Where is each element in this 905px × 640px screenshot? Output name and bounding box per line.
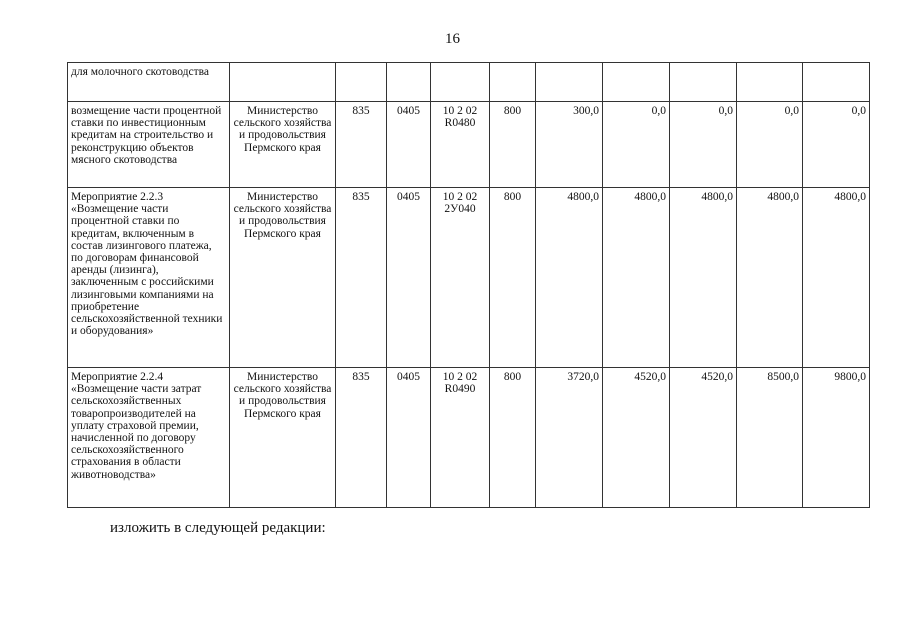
measure-name-cell: Мероприятие 2.2.3 «Возмещение части процентной ставки по кредитам, включенным в состав лизингового платежа, по договорам финансовой аренды (лизинга), заключенным с российскими лизинговыми компаниями на приобретение сельскохозяйственной техники и оборудования» <box>68 188 230 368</box>
table-row <box>68 368 870 508</box>
amount-cell-3: 0,0 <box>670 102 737 188</box>
section-code-cell: 0405 <box>387 188 431 368</box>
executor-cell: Министерство сельского хозяйства и продовольствия Пермского края <box>230 368 336 508</box>
target-code-cell: 10 2 02 R0490 <box>431 368 490 508</box>
amount-cell-2: 4800,0 <box>603 188 670 368</box>
executor-cell <box>230 63 336 102</box>
table-row <box>68 102 870 188</box>
measure-name-cell: Мероприятие 2.2.4 «Возмещение части затрат сельскохозяйственных товаропроизводителей на уплату страховой премии, начисленной по договору сельскохозяйственного страхования в области животноводства» <box>68 368 230 508</box>
table-row <box>68 188 870 368</box>
expense-type-cell: 800 <box>490 368 536 508</box>
expense-type-cell: 800 <box>490 188 536 368</box>
expense-type-cell <box>490 63 536 102</box>
amount-cell-5: 0,0 <box>803 102 870 188</box>
amount-cell-2: 4520,0 <box>603 368 670 508</box>
amount-cell-1: 4800,0 <box>536 188 603 368</box>
grbs-code-cell: 835 <box>336 188 387 368</box>
amount-cell-3: 4520,0 <box>670 368 737 508</box>
target-code-cell: 10 2 02 2У040 <box>431 188 490 368</box>
amount-cell-2: 0,0 <box>603 102 670 188</box>
executor-cell: Министерство сельского хозяйства и продовольствия Пермского края <box>230 102 336 188</box>
amount-cell-5 <box>803 63 870 102</box>
target-code-cell: 10 2 02 R0480 <box>431 102 490 188</box>
measure-name-cell: возмещение части процентной ставки по инвестиционным кредитам на строительство и реконструкцию объектов мясного скотоводства <box>68 102 230 188</box>
amount-cell-3: 4800,0 <box>670 188 737 368</box>
grbs-code-cell: 835 <box>336 102 387 188</box>
executor-cell: Министерство сельского хозяйства и продовольствия Пермского края <box>230 188 336 368</box>
amount-cell-1 <box>536 63 603 102</box>
amount-cell-1: 3720,0 <box>536 368 603 508</box>
table-row <box>68 63 870 102</box>
grbs-code-cell: 835 <box>336 368 387 508</box>
section-code-cell: 0405 <box>387 368 431 508</box>
section-code-cell <box>387 63 431 102</box>
page-number: 16 <box>445 31 460 47</box>
measure-name-cell: для молочного скотоводства <box>68 63 230 102</box>
section-code-cell: 0405 <box>387 102 431 188</box>
amount-cell-4: 0,0 <box>737 102 803 188</box>
amount-cell-2 <box>603 63 670 102</box>
amount-cell-4: 8500,0 <box>737 368 803 508</box>
amount-cell-4: 4800,0 <box>737 188 803 368</box>
budget-table <box>67 62 870 508</box>
expense-type-cell: 800 <box>490 102 536 188</box>
grbs-code-cell <box>336 63 387 102</box>
amount-cell-1: 300,0 <box>536 102 603 188</box>
amount-cell-5: 4800,0 <box>803 188 870 368</box>
target-code-cell <box>431 63 490 102</box>
amount-cell-3 <box>670 63 737 102</box>
amount-cell-5: 9800,0 <box>803 368 870 508</box>
footer-instruction-text: изложить в следующей редакции: <box>110 520 326 536</box>
amount-cell-4 <box>737 63 803 102</box>
